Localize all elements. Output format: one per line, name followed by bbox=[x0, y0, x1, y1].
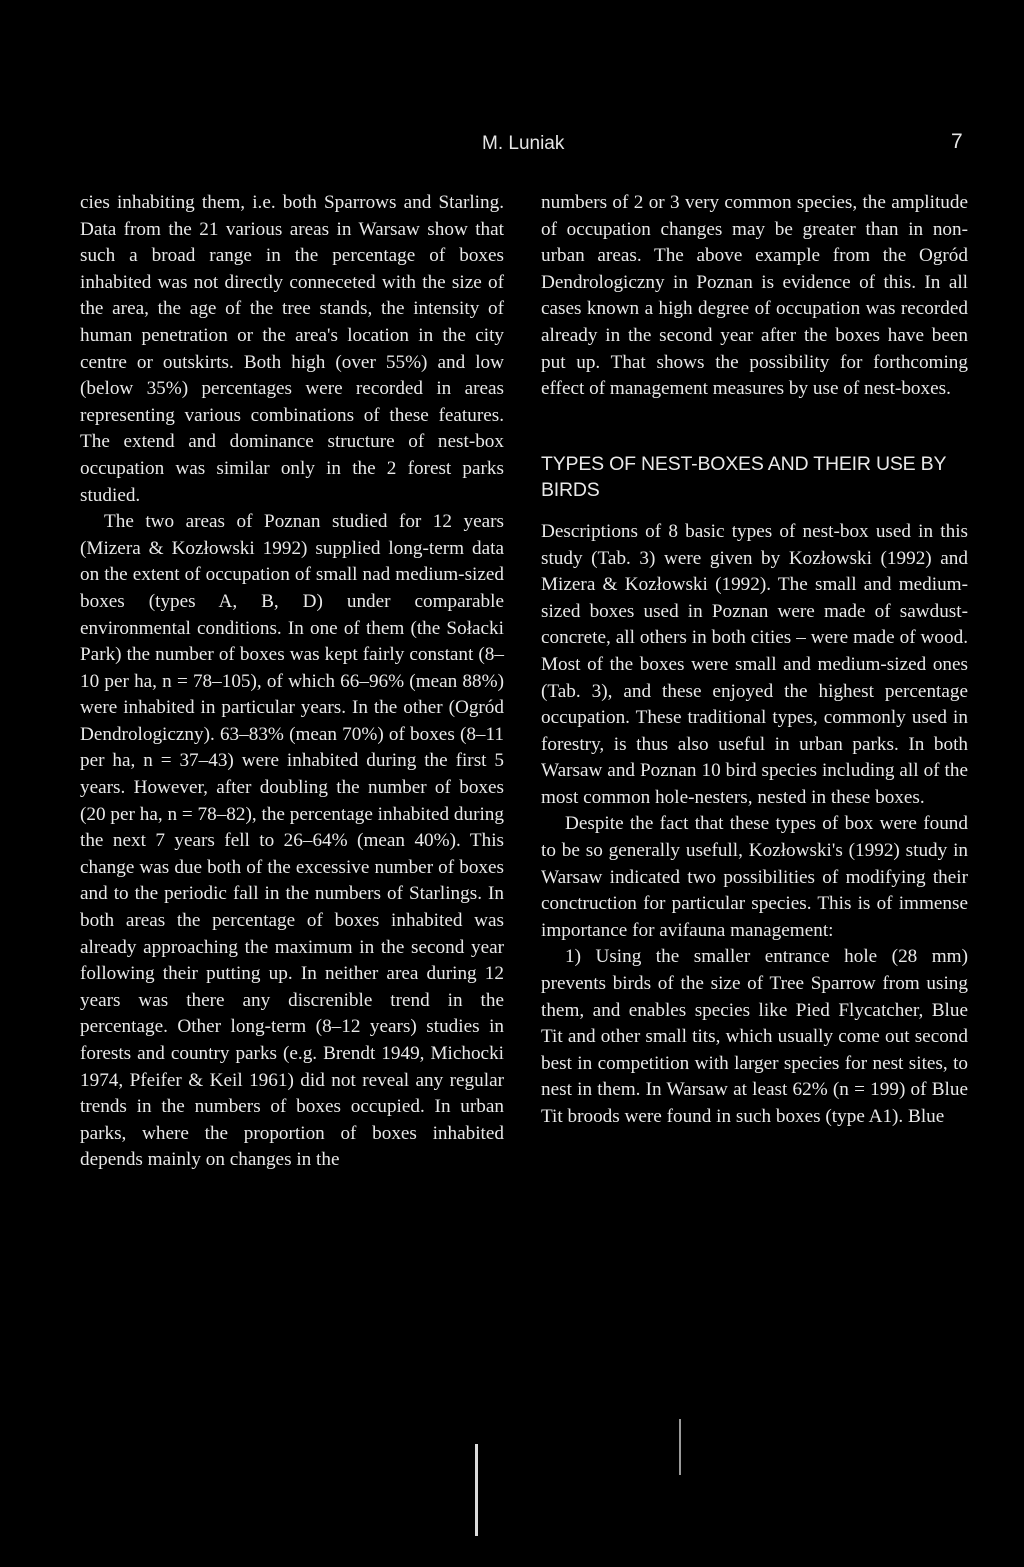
left-paragraph-1: cies inhabiting them, i.e. both Sparrows and Starling. Data from the 21 various areas in Warsaw show that such a broad range in the percentage of boxes inhabited was not directly conneceted with the size of the area, the age of the tree stands, the intensity of human penetration or the area's location in the city centre or outskirts. Both high (over 55%) and low (below 35%) percentages were recorded in areas representing various combinations of these features. The extend and dominance structure of nest-box occupation was similar only in the 2 forest parks studied. bbox=[80, 192, 504, 506]
right-paragraph-2: Descriptions of 8 basic types of nest-box used in this study (Tab. 3) were given by Kozłowski (1992) and Mizera & Kozłowski (1992). The small and medium-sized boxes used in Poznan were made of sawdust-concrete, all others in both cities – were made of wood. Most of the boxes were small and medium-sized ones (Tab. 3), and these enjoyed the highest percentage occupation. These traditional types, commonly used in forestry, is thus also useful in urban parks. In both Warsaw and Poznan 10 bird species including all of the most common hole-nesters, nested in these boxes. bbox=[541, 520, 968, 808]
right-paragraph-1: numbers of 2 or 3 very common species, the amplitude of occupation changes may be greater than in non-urban areas. The above example from the Ogród Dendrologiczny in Poznan is evidence of this. In all cases known a high degree of occupation was recorded already in the second year after the boxes have been put up. That shows the possibility for forthcoming effect of management measures by use of nest-boxes. bbox=[541, 192, 968, 400]
running-head-author: M. Luniak bbox=[482, 133, 565, 154]
left-column bbox=[80, 190, 504, 1174]
right-paragraph-3: Despite the fact that these types of box were found to be so generally usefull, Kozłowski's (1992) study in Warsaw indicated two possibilities of modifying their conctruction for particular species. This is of immense importance for avifauna management: bbox=[541, 813, 968, 941]
scan-artifact-line bbox=[475, 1444, 478, 1536]
running-head bbox=[0, 130, 1024, 158]
right-paragraph-4: 1) Using the smaller entrance hole (28 mm) prevents birds of the size of Tree Sparrow from using them, and enables species like Pied Flycatcher, Blue Tit and other small tits, which usually come out second best in competition with larger species for nest sites, to nest in them. In Warsaw at least 62% (n = 199) of Blue Tit broods were found in such boxes (type A1). Blue bbox=[541, 946, 968, 1127]
left-paragraph-2: The two areas of Poznan studied for 12 years (Mizera & Kozłowski 1992) supplied long-term data on the extent of occupation of small nad medium-sized boxes (types A, B, D) under comparable environmental conditions. In one of them (the Sołacki Park) the number of boxes was kept fairly constant (8–10 per ha, n = 78–105), of which 66–96% (mean 88%) were inhabited in particular years. In the other (Ogród Dendrologiczny). 63–83% (mean 70%) of boxes (8–11 per ha, n = 37–43) were inhabited during the first 5 years. However, after doubling the number of boxes (20 per ha, n = 78–82), the percentage inhabited during the next 7 years fell to 26–64% (mean 40%). This change was due both of the excessive number of boxes and to the periodic fall in the numbers of Starlings. In both areas the percentage of boxes inhabited was already approaching the maximum in the second year following their putting up. In neither area during 12 years was there any discrenible trend in the percentage. Other long-term (8–12 years) studies in forests and country parks (e.g. Brendt 1949, Michocki 1974, Pfeifer & Keil 1961) did not reveal any regular trends in the numbers of boxes occupied. In urban parks, where the proportion of boxes inhabited depends mainly on changes in the bbox=[80, 511, 504, 1171]
right-column bbox=[541, 190, 968, 1131]
scan-artifact-line-faint bbox=[679, 1419, 681, 1475]
page-number: 7 bbox=[951, 130, 963, 153]
section-heading: TYPES OF NEST-BOXES AND THEIR USE BY BIRDS bbox=[541, 452, 946, 502]
